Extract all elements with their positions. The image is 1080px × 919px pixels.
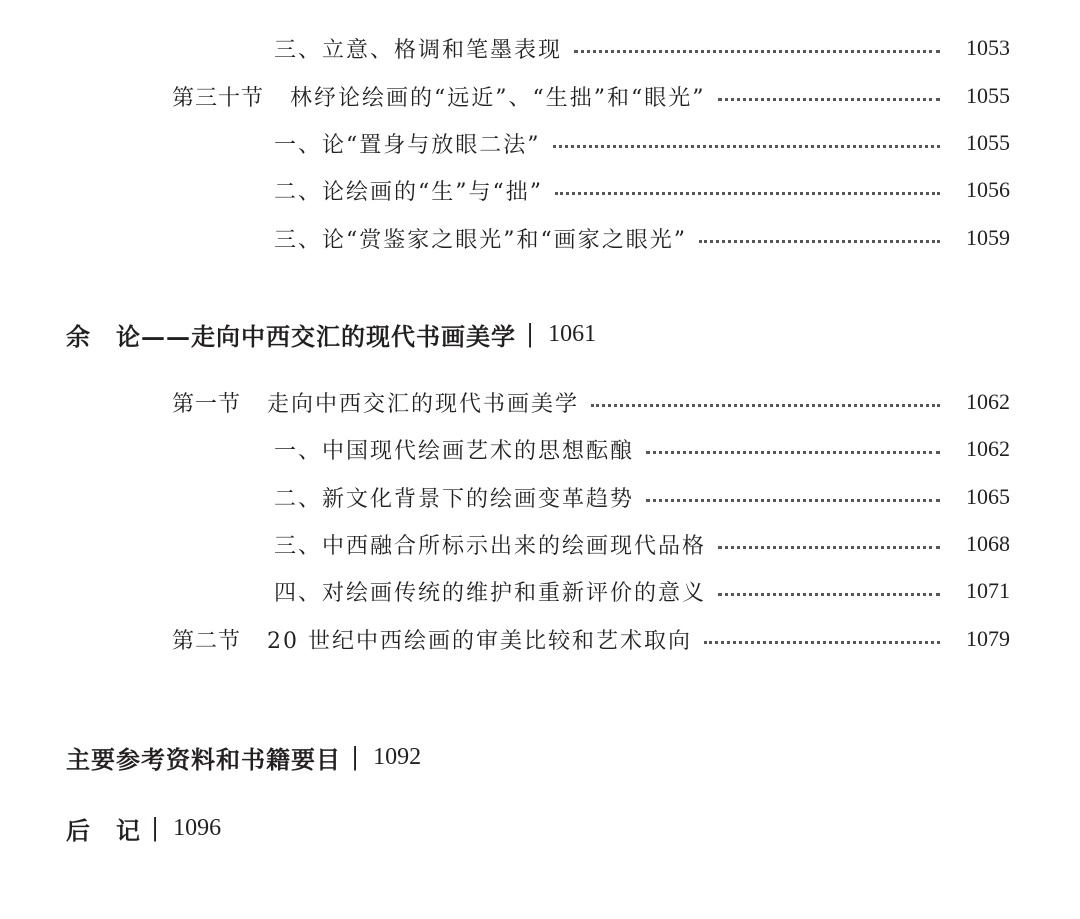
toc-section-entry[interactable] <box>172 79 1010 113</box>
toc-entry[interactable] <box>274 432 1010 466</box>
toc-leader-dots <box>646 451 940 454</box>
toc-entry-title: 20 世纪中西绘画的审美比较和艺术取向 <box>267 628 693 654</box>
toc-page-number: 1061 <box>548 320 597 347</box>
toc-entry-title: 三、论“赏鉴家之眼光”和“画家之眼光” <box>274 227 687 253</box>
toc-leader-dots <box>718 98 941 101</box>
toc-chapter-title: 后 记 <box>66 815 141 845</box>
toc-page-number: 1065 <box>966 484 1010 509</box>
toc-leader-dots <box>718 546 940 549</box>
toc-entry-title: 走向中西交汇的现代书画美学 <box>267 391 580 417</box>
toc-section-number: 第三十节 <box>172 85 265 111</box>
toc-separator: | <box>151 814 160 842</box>
toc-page-number: 1096 <box>173 814 222 841</box>
toc-entry[interactable] <box>274 527 1010 561</box>
toc-leader-dots <box>699 240 940 243</box>
toc-page-number: 1055 <box>966 130 1010 155</box>
toc-entry[interactable] <box>274 126 1010 160</box>
toc-chapter-title: 主要参考资料和书籍要目 <box>66 744 341 774</box>
toc-leader-dots <box>574 50 940 53</box>
toc-leader-dots <box>704 641 940 644</box>
toc-leader-dots <box>646 499 940 502</box>
toc-page-number: 1068 <box>966 531 1010 556</box>
toc-entry[interactable] <box>274 480 1010 514</box>
toc-page-number: 1071 <box>966 578 1010 603</box>
toc-section-entry[interactable] <box>172 385 1010 419</box>
toc-entry-title: 林纾论绘画的“远近”、“生拙”和“眼光” <box>290 85 706 111</box>
toc-chapter-heading[interactable] <box>66 808 221 848</box>
toc-page-number: 1062 <box>966 436 1010 461</box>
toc-entry[interactable] <box>274 31 1010 65</box>
toc-page-number: 1056 <box>966 177 1010 202</box>
toc-page-number: 1092 <box>373 743 422 770</box>
toc-entry-title: 一、论“置身与放眼二法” <box>274 132 541 158</box>
toc-leader-dots <box>718 593 940 596</box>
toc-section-number: 第一节 <box>172 391 242 417</box>
toc-entry-title: 四、对绘画传统的维护和重新评价的意义 <box>274 580 707 606</box>
toc-page-number: 1055 <box>966 83 1010 108</box>
toc-page-number: 1062 <box>966 389 1010 414</box>
toc-entry-title: 二、论绘画的“生”与“拙” <box>274 179 543 205</box>
toc-entry[interactable] <box>274 173 1010 207</box>
toc-entry-title: 一、中国现代绘画艺术的思想酝酿 <box>274 438 635 464</box>
toc-entry[interactable] <box>274 574 1010 608</box>
toc-chapter-heading[interactable] <box>66 737 421 777</box>
toc-page-number: 1053 <box>966 35 1010 60</box>
toc-page-number: 1079 <box>966 626 1010 651</box>
toc-separator: | <box>526 320 535 348</box>
toc-section-number: 第二节 <box>172 628 242 654</box>
toc-entry-title: 三、立意、格调和笔墨表现 <box>274 37 563 63</box>
toc-entry[interactable] <box>274 221 1010 255</box>
toc-page-number: 1059 <box>966 225 1010 250</box>
toc-section-entry[interactable] <box>172 622 1010 656</box>
toc-leader-dots <box>591 404 940 407</box>
toc-entry-title: 二、新文化背景下的绘画变革趋势 <box>274 486 635 512</box>
toc-chapter-title: 余 论——走向中西交汇的现代书画美学 <box>66 321 516 351</box>
toc-separator: | <box>351 743 360 771</box>
toc-leader-dots <box>555 192 940 195</box>
toc-chapter-heading[interactable] <box>66 314 596 354</box>
toc-leader-dots <box>553 145 941 148</box>
toc-entry-title: 三、中西融合所标示出来的绘画现代品格 <box>274 533 707 559</box>
